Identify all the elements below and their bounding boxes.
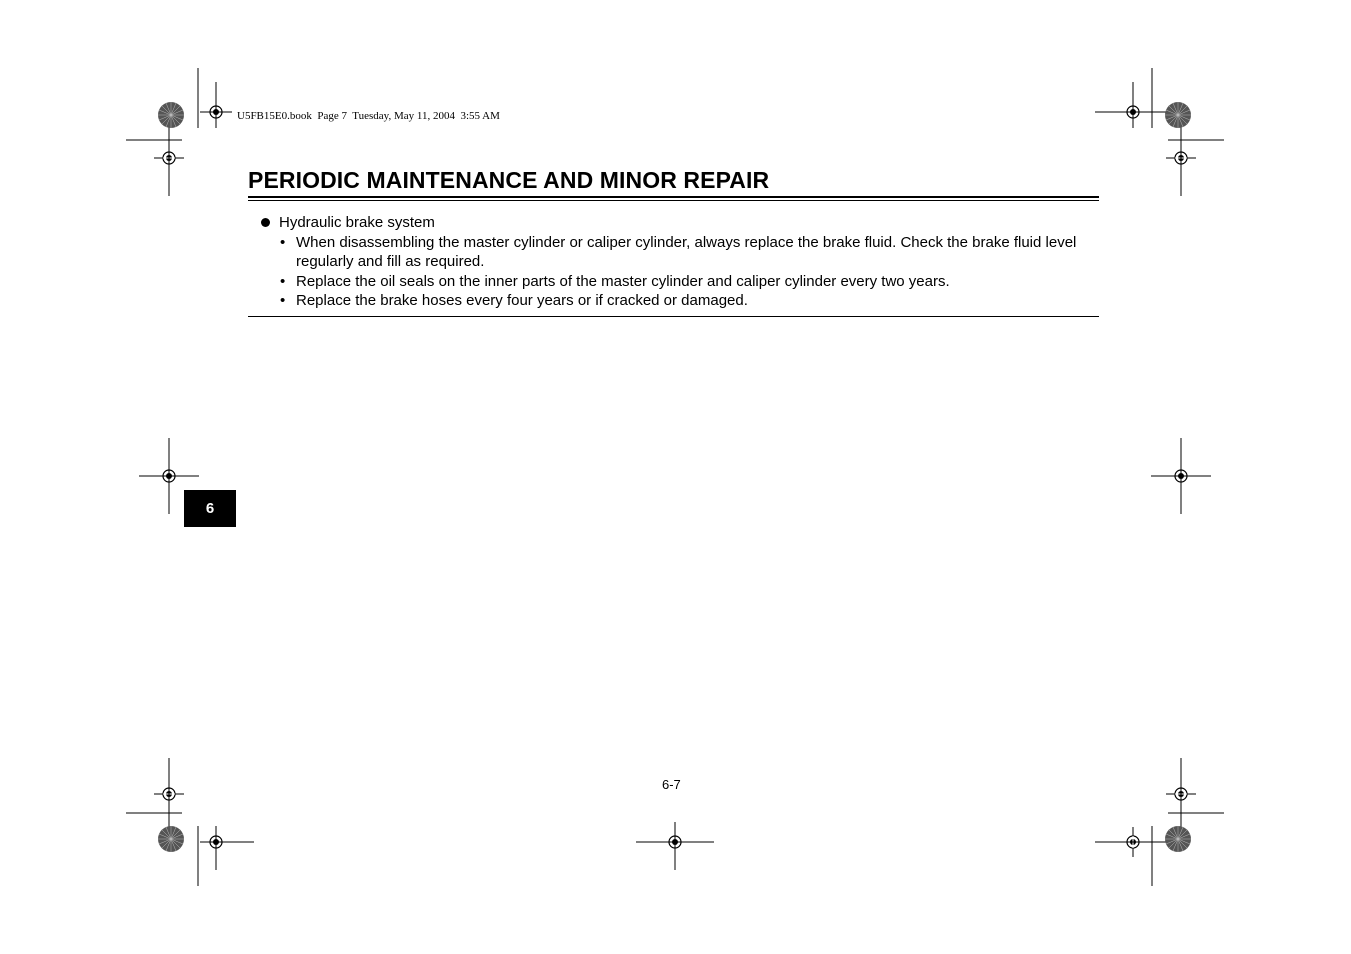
page-title: PERIODIC MAINTENANCE AND MINOR REPAIR: [248, 167, 770, 193]
bullet-icon: •: [280, 233, 286, 251]
bullet-icon: •: [280, 272, 286, 290]
filled-circle-bullet-icon: [261, 218, 270, 227]
list-item: [248, 233, 1099, 272]
list-item: [248, 291, 1099, 311]
print-slug: U5FB15E0.book Page 7 Tuesday, May 11, 2004 3:55 AM: [237, 110, 500, 122]
list-item-text: When disassembling the master cylinder or caliper cylinder, always replace the brake fluid. Check the brake fluid level regularly and fill as required.: [296, 233, 1077, 270]
section-bottom-rule: [248, 316, 1099, 317]
chapter-tab: 6: [184, 490, 236, 527]
content-section: [248, 213, 1099, 311]
title-rule-thick: [248, 196, 1099, 198]
list-item: [248, 272, 1099, 292]
list-item-text: Replace the oil seals on the inner parts of the master cylinder and caliper cylinder every two years.: [296, 272, 950, 290]
list-item-text: Replace the brake hoses every four years or if cracked or damaged.: [296, 292, 748, 309]
section-heading-item: [248, 213, 1099, 233]
title-rule-thin: [248, 200, 1099, 201]
page-number: 6-7: [662, 777, 681, 792]
bullet-icon: •: [280, 292, 286, 309]
section-heading: Hydraulic brake system: [279, 214, 435, 231]
